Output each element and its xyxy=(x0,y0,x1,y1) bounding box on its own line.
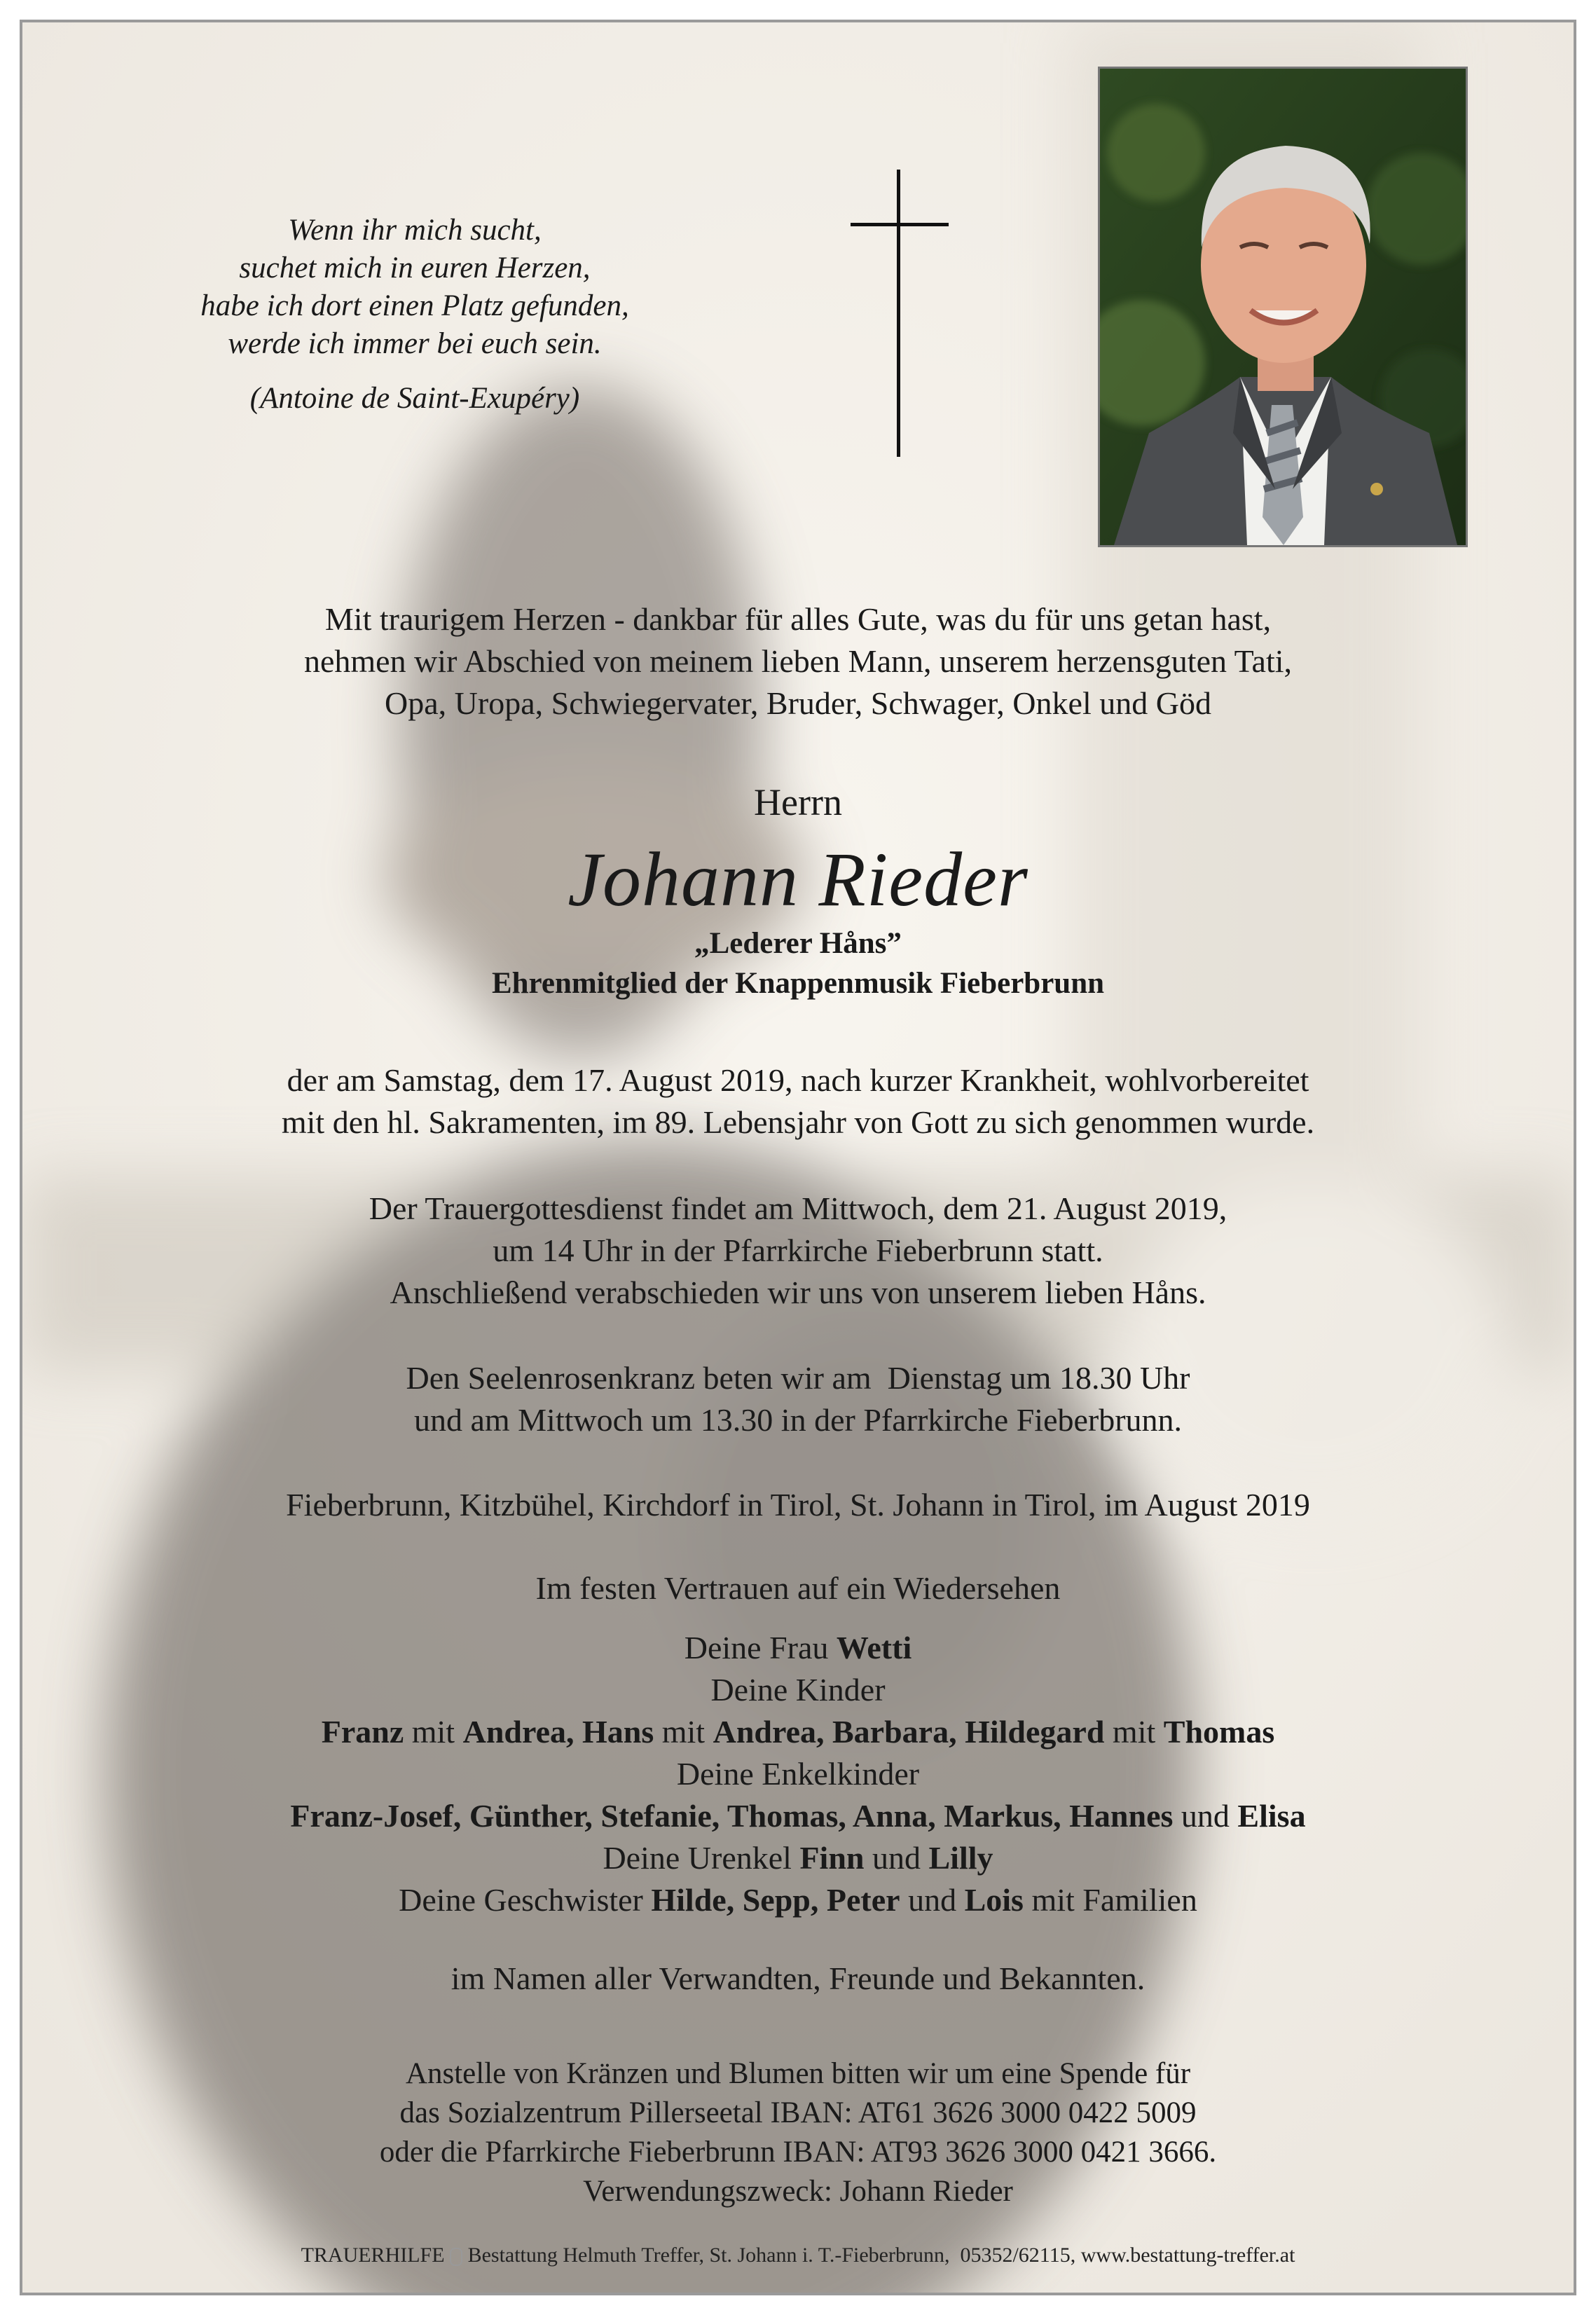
and-word: und xyxy=(900,1882,965,1918)
great-name: Finn xyxy=(799,1840,865,1876)
donation-line: Verwendungszweck: Johann Rieder xyxy=(583,2175,1013,2208)
quote-line: Wenn ihr mich sucht, xyxy=(288,214,542,247)
footer-text: Bestattung Helmuth Treffer, St. Johann i. T.-Fieberbrunn, 05352/62115, www.bestattung-treffer.at xyxy=(462,2244,1295,2267)
wife-name: Wetti xyxy=(836,1630,912,1665)
deceased-nickname: „Lederer Håns” xyxy=(694,927,902,960)
great-label: Deine Urenkel xyxy=(603,1840,800,1876)
death-line: mit den hl. Sakramenten, im 89. Lebensjahr von Gott zu sich genommen wurde. xyxy=(281,1104,1315,1140)
intro-line: Opa, Uropa, Schwiegervater, Bruder, Schwager, Onkel und Göd xyxy=(385,685,1211,721)
and-word: und xyxy=(1173,1798,1238,1834)
partner-name: Andrea, xyxy=(462,1714,575,1750)
children-label: Deine Kinder xyxy=(710,1672,886,1708)
trauerhilfe-logo-icon xyxy=(450,2248,462,2266)
siblings-label: Deine Geschwister xyxy=(399,1882,652,1918)
donation-line: das Sozialzentrum Pillerseetal IBAN: AT61 3626 3000 0422 5009 xyxy=(399,2096,1197,2129)
child-name: Franz xyxy=(321,1714,404,1750)
service-line: Anschließend verabschieden wir uns von unserem lieben Håns. xyxy=(390,1275,1206,1310)
rosary-notice xyxy=(22,1357,1574,1441)
funeral-service xyxy=(22,1188,1574,1314)
partner-name: Thomas xyxy=(1163,1714,1275,1750)
death-line: der am Samstag, dem 17. August 2019, nach kurzer Krankheit, wohlvorbereitet xyxy=(287,1062,1309,1098)
deceased-honor: Ehrenmitglied der Knappenmusik Fieberbrunn xyxy=(491,967,1105,1000)
sibling-last: Lois xyxy=(964,1882,1024,1918)
cross-icon xyxy=(851,170,949,457)
children-names xyxy=(22,1711,1574,1753)
with-word: mit xyxy=(404,1714,463,1750)
service-line: Der Trauergottesdienst findet am Mittwoch, dem 21. August 2019, xyxy=(369,1190,1227,1226)
great-grandchildren xyxy=(22,1837,1574,1879)
deceased-name: Johann Rieder xyxy=(567,837,1029,922)
with-word: mit xyxy=(1104,1714,1164,1750)
wife-label: Deine Frau xyxy=(684,1630,837,1665)
death-notice xyxy=(22,1059,1574,1143)
siblings-suffix: mit Familien xyxy=(1023,1882,1197,1918)
footer-brand: TRAUERHILFE xyxy=(301,2244,445,2267)
quote-line: suchet mich in euren Herzen, xyxy=(239,252,591,284)
donation-notice xyxy=(22,2054,1574,2211)
rosary-line: und am Mittwoch um 13.30 in der Pfarrkirche Fieberbrunn. xyxy=(413,1402,1183,1438)
quote-line: werde ich immer bei euch sein. xyxy=(228,327,602,360)
great-name: Lilly xyxy=(928,1840,993,1876)
family-wife xyxy=(22,1627,1574,1669)
partner-name: Andrea, Barbara, Hildegard xyxy=(713,1714,1105,1750)
intro-line: Mit traurigem Herzen - dankbar für alles Gute, was du für uns getan hast, xyxy=(324,601,1272,637)
siblings xyxy=(22,1879,1574,1921)
family-list xyxy=(22,1627,1574,1921)
relatives-line: im Namen aller Verwandten, Freunde und Bekannten. xyxy=(450,1960,1146,1996)
service-line: um 14 Uhr in der Pfarrkirche Fieberbrunn statt. xyxy=(493,1232,1103,1268)
with-word: mit xyxy=(654,1714,713,1750)
trust-line: Im festen Vertrauen auf ein Wiedersehen xyxy=(535,1570,1061,1606)
donation-line: oder die Pfarrkirche Fieberbrunn IBAN: AT93 3626 3000 0421 3666. xyxy=(379,2136,1217,2169)
salutation: Herrn xyxy=(754,781,842,823)
siblings-list: Hilde, Sepp, Peter xyxy=(651,1882,900,1918)
places-date: Fieberbrunn, Kitzbühel, Kirchdorf in Tirol, St. Johann in Tirol, im August 2019 xyxy=(286,1487,1310,1523)
quote-author: (Antoine de Saint-Exupéry) xyxy=(249,382,580,415)
grandchild-last: Elisa xyxy=(1237,1798,1306,1834)
intro-line: nehmen wir Abschied von meinem lieben Mann, unserem herzensguten Tati, xyxy=(303,643,1293,679)
donation-line: Anstelle von Kränzen und Blumen bitten wir um eine Spende für xyxy=(405,2057,1191,2090)
intro-text xyxy=(22,598,1574,724)
child-name: Hans xyxy=(582,1714,654,1750)
portrait-photo xyxy=(1098,67,1468,547)
grandchildren-list: Franz-Josef, Günther, Stefanie, Thomas, Anna, Markus, Hannes xyxy=(290,1798,1174,1834)
obituary-card xyxy=(20,20,1576,2295)
portrait-illustration xyxy=(1100,69,1466,545)
rosary-line: Den Seelenrosenkranz beten wir am Dienstag um 18.30 Uhr xyxy=(406,1360,1190,1396)
grandchildren-label: Deine Enkelkinder xyxy=(676,1756,920,1792)
memorial-quote xyxy=(135,212,695,418)
grandchildren-names xyxy=(22,1795,1574,1837)
and-word: und xyxy=(864,1840,929,1876)
quote-line: habe ich dort einen Platz gefunden, xyxy=(200,289,629,322)
footer xyxy=(22,2244,1574,2267)
